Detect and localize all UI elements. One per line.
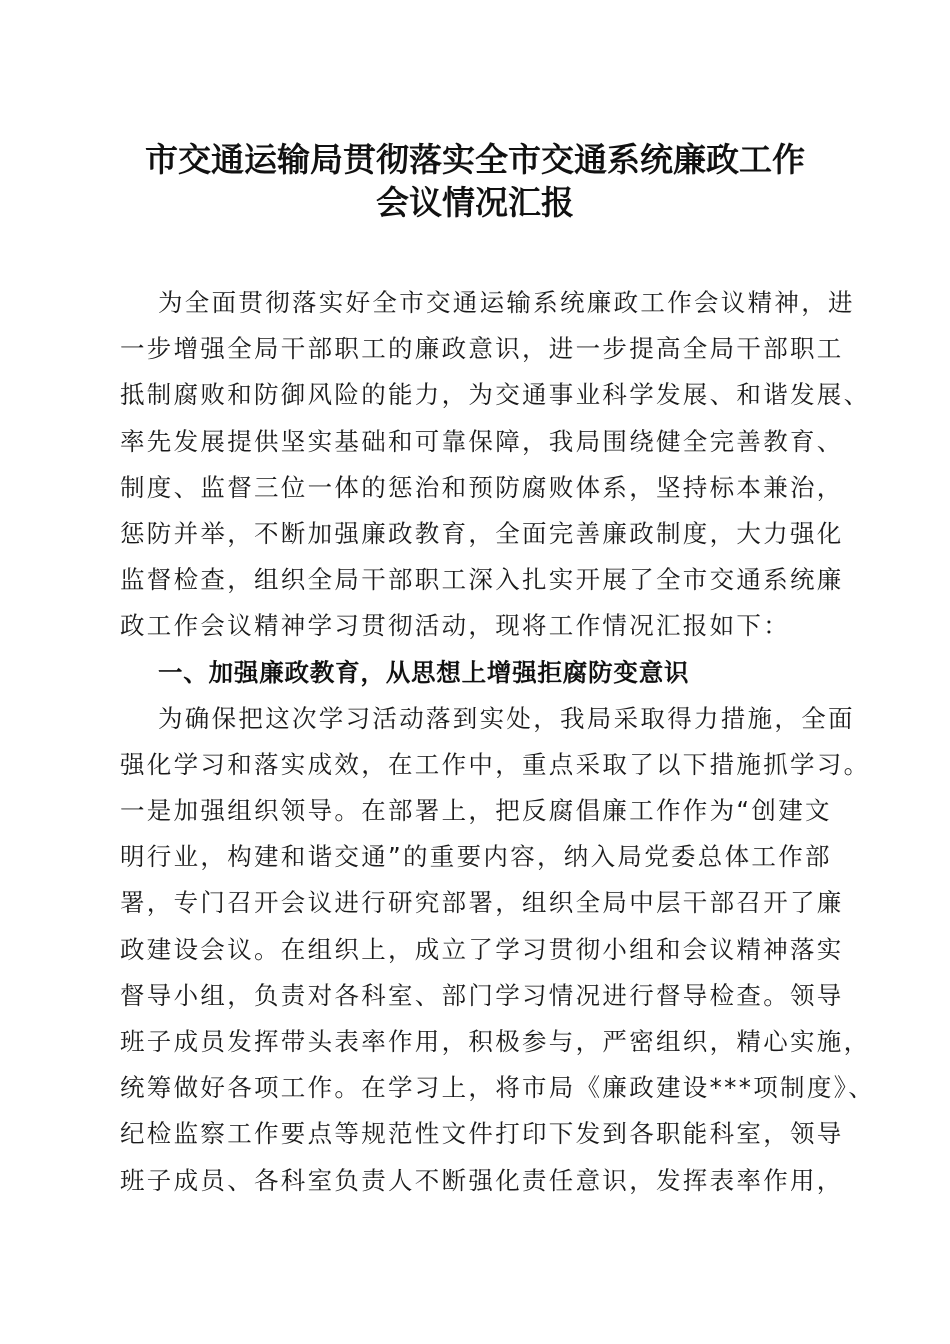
section-paragraph xyxy=(120,696,875,1204)
text-line: 为确保把这次学习活动落到实处，我局采取得力措施，全面 xyxy=(158,703,855,733)
text-line: 监督检查，组织全局干部职工深入扎实开展了全市交通系统廉 xyxy=(120,565,844,595)
text-line: 班子成员发挥带头表率作用，积极参与，严密组织，精心实施， xyxy=(120,1027,871,1056)
text-line: 纪检监察工作要点等规范性文件打印下发到各职能科室，领导 xyxy=(120,1119,844,1149)
text-line: 惩防并举，不断加强廉政教育，全面完善廉政制度，大力强化 xyxy=(120,518,844,548)
title-line: 会议情况汇报 xyxy=(376,183,574,222)
intro-paragraph xyxy=(120,280,871,650)
text-line: 统筹做好各项工作。在学习上，将市局《廉政建设***项制度》、 xyxy=(120,1073,875,1103)
text-line: 一步增强全局干部职工的廉政意识，进一步提高全局干部职工 xyxy=(120,334,844,364)
text-line: 强化学习和落实成效，在工作中，重点采取了以下措施抓学习。 xyxy=(120,749,871,779)
text-line: 明行业，构建和谐交通”的重要内容，纳入局党委总体工作部 xyxy=(120,842,832,872)
text-line: 班子成员、各科室负责人不断强化责任意识，发挥表率作用， xyxy=(120,1165,844,1195)
text-line: 政建设会议。在组织上，成立了学习贯彻小组和会议精神落实 xyxy=(120,934,844,964)
text-line: 率先发展提供坚实基础和可靠保障，我局围绕健全完善教育、 xyxy=(120,426,844,456)
text-line: 督导小组，负责对各科室、部门学习情况进行督导检查。领导 xyxy=(120,980,844,1010)
text-line: 政工作会议精神学习贯彻活动，现将工作情况汇报如下： xyxy=(120,611,790,641)
document-title xyxy=(95,138,855,224)
text-line: 一是加强组织领导。在部署上，把反腐倡廉工作作为“创建文 xyxy=(120,796,832,826)
text-line: 制度、监督三位一体的惩治和预防腐败体系，坚持标本兼治， xyxy=(120,472,844,502)
text-line: 抵制腐败和防御风险的能力，为交通事业科学发展、和谐发展、 xyxy=(120,380,871,410)
document-body xyxy=(120,280,875,1204)
text-line: 署，专门召开会议进行研究部署，组织全局中层干部召开了廉 xyxy=(120,888,844,918)
section-heading: 一、加强廉政教育，从思想上增强拒腐防变意识 xyxy=(158,657,690,687)
title-line: 市交通运输局贯彻落实全市交通系统廉政工作 xyxy=(145,140,805,179)
text-line: 为全面贯彻落实好全市交通运输系统廉政工作会议精神，进 xyxy=(158,288,855,317)
